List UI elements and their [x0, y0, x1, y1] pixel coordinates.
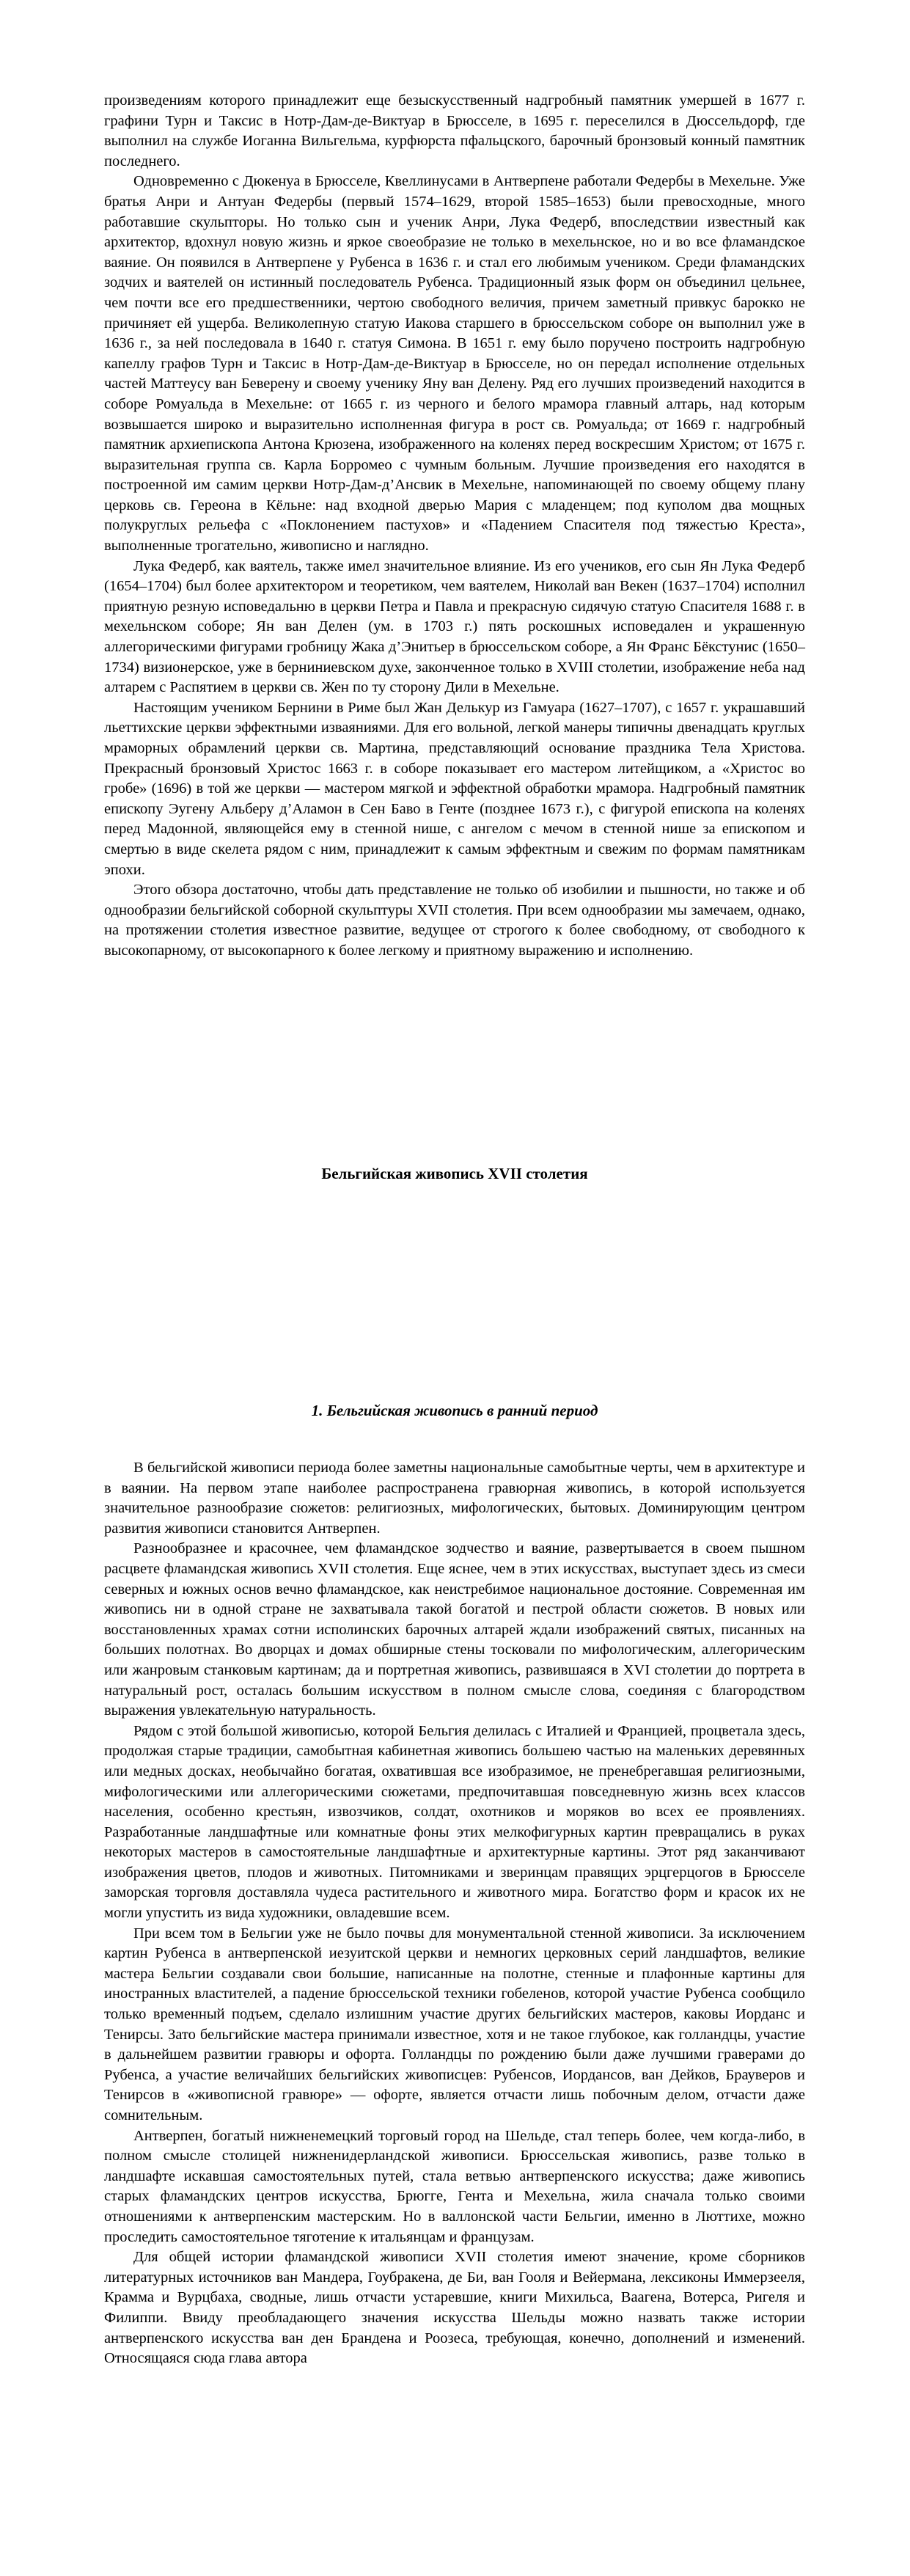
- page-2: [0, 1304, 910, 2576]
- paragraph: Разнообразнее и красочнее, чем фламандское зодчество и ваяние, развертывается в своем пышном расцвете фламандская живопись XVII столетия. Еще яснее, чем в этих искусствах, выступает здесь из смеси северных и южных основ вечно фламандское, как неистребимое национальное достояние. Современная им живопись ни в одной стране не захватывала такой богатой и пестрой области сюжетов. В новых или восстановленных храмах сотни исполинских барочных алтарей ждали изображений святых, писанных на больших полотнах. Во дворцах и домах обширные стены тосковали по мифологическим, аллегорическим или жанровым станковым картинам; да и портретная живопись, развившаяся в XVI столетии до портрета в натуральный рост, осталась большим искусством в полном смысле слова, соединяя с благородством выражения увлекательную натуральность.: [104, 1540, 805, 1719]
- body-text: [104, 1458, 805, 2369]
- chapter-subheading: 1. Бельгийская живопись в ранний период: [311, 1402, 598, 1419]
- paragraph: Одновременно с Дюкенуа в Брюсселе, Квеллинусами в Антверпене работали Федербы в Мехельне. Уже братья Анри и Антуан Федербы (первый 1574–1629, второй 1585–1653) были превосходные, много работавшие скульпторы. Но только сын и ученик Анри, Лука Федерб, впоследствии известный как архитектор, вдохнул новую жизнь и яркое своеобразие не только в мехельнское, но и во все фламандское ваяние. Он появился в Антверпене у Рубенса в 1636 г. и стал его любимым учеником. Среди фламандских зодчих и ваятелей он истинный последователь Рубенса. Традиционный язык форм он объединил цельнее, чем почти все его предшественники, чертою свободного величия, причем заметный привкус барокко не причиняет ей ущерба. Великолепную статую Иакова старшего в брюссельском соборе он выполнил уже в 1636 г., за ней последовала в 1640 г. статуя Симона. В 1651 г. ему было поручено построить надгробную капеллу графов Турн и Таксис в Нотр-Дам-де-Виктуар в Брюсселе, но он передал исполнение отдельных частей Маттеусу ван Беверену и своему ученику Яну ван Делену. Ряд его лучших произведений находится в соборе Ромуальда в Мехельне: от 1665 г. из черного и белого мрамора главный алтарь, над которым возвышается широко и выразительно исполненная фигура в рост св. Ромуальда; от 1669 г. надгробный памятник архиепископа Антона Крюзена, изображенного на коленях перед воскресшим Христом; от 1675 г. выразительная группа св. Карла Борромео с чумным больным. Лучшие произведения его находятся в построенной им самим церкви Нотр-Дам-д’Ансвик в Мехельне, напоминающей по своему общему плану церковь св. Гереона в Кёльне: над входной дверью Мария с младенцем; под куполом два мощных полукруглых рельефа с «Поклонением пастухов» и «Падением Спасителя под тяжестью Креста», выполненные трогательно, живописно и наглядно.: [104, 173, 805, 555]
- paragraph: Лука Федерб, как ваятель, также имел значительное влияние. Из его учеников, его сын Ян Лука Федерб (1654–1704) был более архитектором и теоретиком, чем ваятелем, Николай ван Векен (1637–1704) исполнил приятную резную исповедальню в церкви Петра и Павла и прекрасную сидячую статую Спасителя 1688 г. в мехельнском соборе; Ян ван Делен (ум. в 1703 г.) пять роскошных исповедален и украшенную аллегорическими фигурами гробницу Жака д’Энитьер в брюссельском соборе, а Ян Франс Бёкстунис (1650–1734) визионерское, уже в берниниевском духе, законченное только в XVIII столетии, изображение неба над алтарем с Распятием в церкви св. Жен по ту сторону Дили в Мехельне.: [104, 557, 805, 696]
- paragraph: Для общей истории фламандской живописи XVII столетия имеют значение, кроме сборников литературных источников ван Мандера, Гоубракена, де Би, ван Гооля и Вейермана, лексиконы Иммерзееля, Крамма и Вурцбаха, сводные, лишь отчасти устаревшие, книги Михильса, Ваагена, Вотерса, Ригеля и Филиппи. Ввиду преобладающего значения искусства Шельды можно назвать также истории антверпенского искусства ван ден Брандена и Роозеса, требующая, конечно, дополнений и изменений. Относящаяся сюда глава автора: [104, 2249, 805, 2367]
- body-text: [104, 91, 805, 962]
- page-separator: [0, 1266, 910, 1304]
- paragraph: Антверпен, богатый нижненемецкий торговый город на Шельде, стал теперь более, чем когда-либо, в полном смысле столицей нижненидерландской живописи. Брюссельская живопись, разве только в ландшафте искавшая самостоятельных путей, стала ветвью антверпенского искусства; даже живопись старых фламандских центров искусства, Брюгге, Гента и Мехельна, жила сначала только своими отношениями к антверпенским мастерским. Но в валлонской части Бельгии, именно в Люттихе, можно проследить самостоятельное тяготение к итальянцам и французам.: [104, 2127, 805, 2245]
- paragraph: Этого обзора достаточно, чтобы дать представление не только об изобилии и пышности, но также и об однообразии бельгийской соборной скульптуры XVII столетия. При всем однообразии мы замечаем, однако, на протяжении столетия известное развитие, ведущее от строгого к более свободному, от свободного к высокопарному, от высокопарного к более легкому и приятному выражению и исполнению.: [104, 882, 805, 959]
- section-heading: Бельгийская живопись XVII столетия: [321, 1165, 588, 1182]
- paragraph: При всем том в Бельгии уже не было почвы для монументальной стенной живописи. За исключением картин Рубенса в антверпенской иезуитской церкви и немногих церковных серий ландшафтов, великие мастера Бельгии создавали свои большие, написанные на полотне, стенные и плафонные картины для иностранных властителей, а падение брюссельской техники гобеленов, которой участие Рубенса сообщило только временный подъем, сделало излишним участие других бельгийских мастеров, каковы Иорданс и Тенирсы. Зато бельгийские мастера принимали известное, хотя и не такое глубокое, как голландцы, участие в дальнейшем развитии гравюры и офорта. Голландцы по рождению были даже лучшими граверами до Рубенса, а участие величайших бельгийских живописцев: Рубенсов, Иордансов, ван Дейков, Брауверов и Тенирсов в «живописной гравюре» — офорте, является отчасти лишь побочным делом, отчасти даже сомнительным.: [104, 1925, 805, 2123]
- paragraph: произведениям которого принадлежит еще безыскусственный надгробный памятник умершей в 1677 г. графини Турн и Таксис в Нотр-Дам-де-Виктуар в Брюсселе, в 1695 г. переселился в Дюссельдорф, где выполнил на службе Иоганна Вильгельма, курфюрста пфальцского, барочный бронзовый конный памятник последнего.: [104, 92, 805, 169]
- paragraph: В бельгийской живописи периода более заметны национальные самобытные черты, чем в архитектуре и в ваянии. На первом этапе наиболее распространена гравюрная живопись, в которой используется значительное разнообразие сюжетов: религиозных, мифологических, бытовых. Доминирующим центром развития живописи становится Антверпен.: [104, 1460, 805, 1537]
- paragraph: Рядом с этой большой живописью, которой Бельгия делилась с Италией и Францией, процветала здесь, продолжая старые традиции, самобытная кабинетная живопись большею частью на маленьких деревянных или медных досках, необычайно богатая, охватившая все изобразимое, не пренебрегавшая религиозными, мифологическими или аллегорическими сюжетами, предпочитавшая повседневную жизнь всех классов населения, особенно крестьян, извозчиков, солдат, охотников и моряков во всех ее проявлениях. Разработанные ландшафтные или комнатные фоны этих мелкофигурных картин превращались в руках некоторых мастеров в самостоятельные ландшафтные и архитектурные картины. Этот ряд заканчивают изображения цветов, плодов и животных. Питомниками и зверинцам правящих эрцгерцогов в Брюсселе заморская торговля доставляла чудеса растительного и животного мира. Богатство форм и красок их не могли упустить из вида художники, овладевшие всем.: [104, 1722, 805, 1922]
- paragraph: Настоящим учеником Бернини в Риме был Жан Делькур из Гамуара (1627–1707), с 1657 г. украшавший льеттихские церкви эффектными изваяниями. Для его вольной, легкой манеры типичны двенадцать круглых мраморных обрамлений церкви св. Мартина, представляющий основание праздника Тела Христова. Прекрасный бронзовый Христос 1663 г. в соборе показывает его мастером литейщиком, а «Христос во гробе» (1696) в той же церкви — мастером мягкой и эффектной обработки мрамора. Надгробный памятник епископу Эугену Альберу д’Аламон в Сен Баво в Генте (позднее 1673 г.), с фигурой епископа на коленях перед Мадонной, являющейся ему в стенной нише, с ангелом с мечом в стенной нише за епископом и смертью в виде скелета рядом с ним, принадлежит к самым эффектным и свежим по формам памятникам эпохи.: [104, 699, 805, 878]
- page-1: [0, 0, 910, 1266]
